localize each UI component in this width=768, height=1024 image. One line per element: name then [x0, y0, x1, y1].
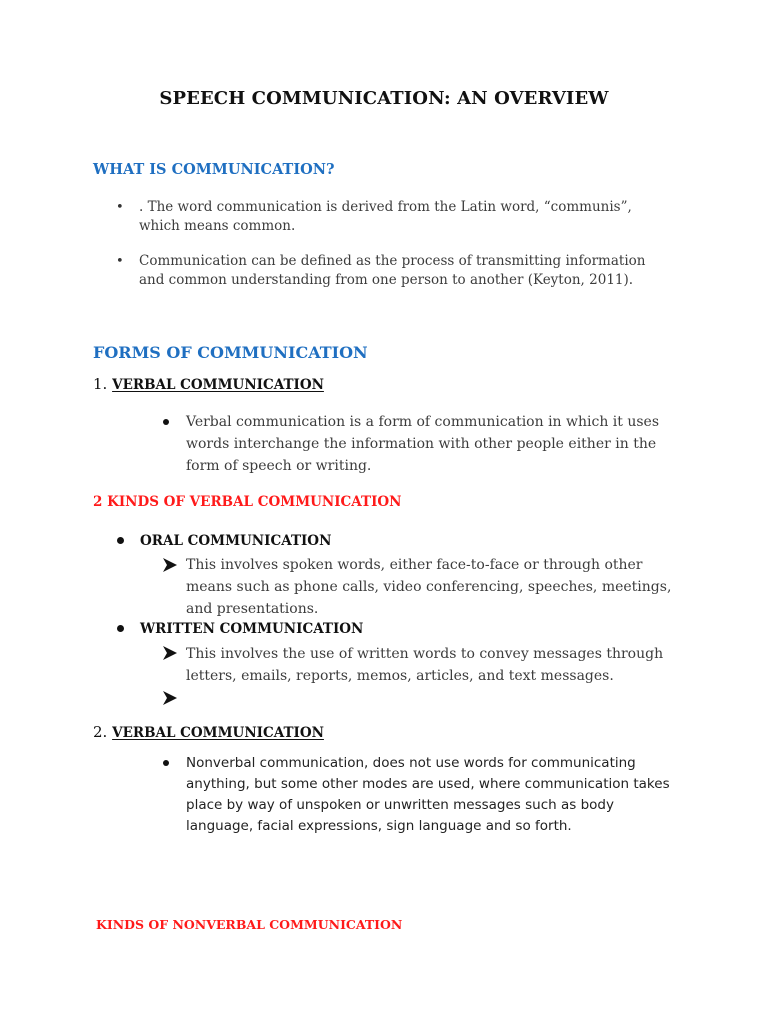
- section-heading-what-is: WHAT IS COMMUNICATION?: [93, 161, 335, 178]
- text-line: anything, but some other modes are used, where communication takes: [186, 776, 670, 792]
- arrowhead-bullet-icon: [162, 690, 178, 706]
- bullet-dot: [117, 625, 124, 632]
- section-heading-forms: FORMS OF COMMUNICATION: [93, 343, 368, 362]
- written-description: [186, 643, 726, 687]
- text-line: letters, emails, reports, memos, articles, and text messages.: [186, 668, 614, 684]
- list-item-line: which means common.: [139, 218, 296, 234]
- kinds-of-verbal-heading: 2 KINDS OF VERBAL COMMUNICATION: [93, 494, 402, 510]
- subsection-heading-verbal: [93, 375, 324, 393]
- oral-description: [186, 554, 726, 620]
- text-line: form of speech or writing.: [186, 458, 372, 474]
- subsection-heading-nonverbal: [93, 723, 324, 741]
- list-item-line: . The word communication is derived from the Latin word, “communis”,: [139, 199, 632, 215]
- subsection-number: 2.: [93, 723, 108, 741]
- list-item: [139, 252, 739, 290]
- text-line: Nonverbal communication, does not use words for communicating: [186, 755, 636, 771]
- list-item-line: and common understanding from one person to another (Keyton, 2011).: [139, 272, 634, 288]
- bullet-marker: •: [116, 200, 124, 215]
- bullet-dot: [163, 760, 169, 766]
- text-line: language, facial expressions, sign language and so forth.: [186, 818, 572, 834]
- text-line: means such as phone calls, video conferencing, speeches, meetings,: [186, 579, 672, 595]
- arrowhead-bullet-icon: [162, 557, 178, 573]
- text-line: and presentations.: [186, 601, 319, 617]
- list-item: [139, 198, 739, 236]
- text-line: This involves the use of written words to convey messages through: [186, 646, 664, 662]
- verbal-description: [186, 411, 726, 477]
- bullet-marker: •: [116, 254, 124, 269]
- list-item-line: Communication can be defined as the process of transmitting information: [139, 253, 646, 269]
- text-line: words interchange the information with other people either in the: [186, 436, 657, 452]
- written-communication-label: WRITTEN COMMUNICATION: [140, 621, 364, 637]
- subsection-number: 1.: [93, 375, 108, 393]
- bullet-dot: [163, 419, 169, 425]
- arrowhead-bullet-icon: [162, 645, 178, 661]
- bullet-dot: [117, 537, 124, 544]
- nonverbal-description: [186, 753, 726, 837]
- text-line: Verbal communication is a form of communication in which it uses: [186, 414, 660, 430]
- kinds-of-nonverbal-heading: KINDS OF NONVERBAL COMMUNICATION: [96, 917, 403, 932]
- text-line: place by way of unspoken or unwritten messages such as body: [186, 797, 614, 813]
- page-title: SPEECH COMMUNICATION: AN OVERVIEW: [159, 88, 609, 109]
- subsection-label: VERBAL COMMUNICATION: [112, 377, 324, 393]
- text-line: This involves spoken words, either face-to-face or through other: [186, 557, 643, 573]
- oral-communication-label: ORAL COMMUNICATION: [140, 533, 332, 549]
- subsection-label: VERBAL COMMUNICATION: [112, 725, 324, 741]
